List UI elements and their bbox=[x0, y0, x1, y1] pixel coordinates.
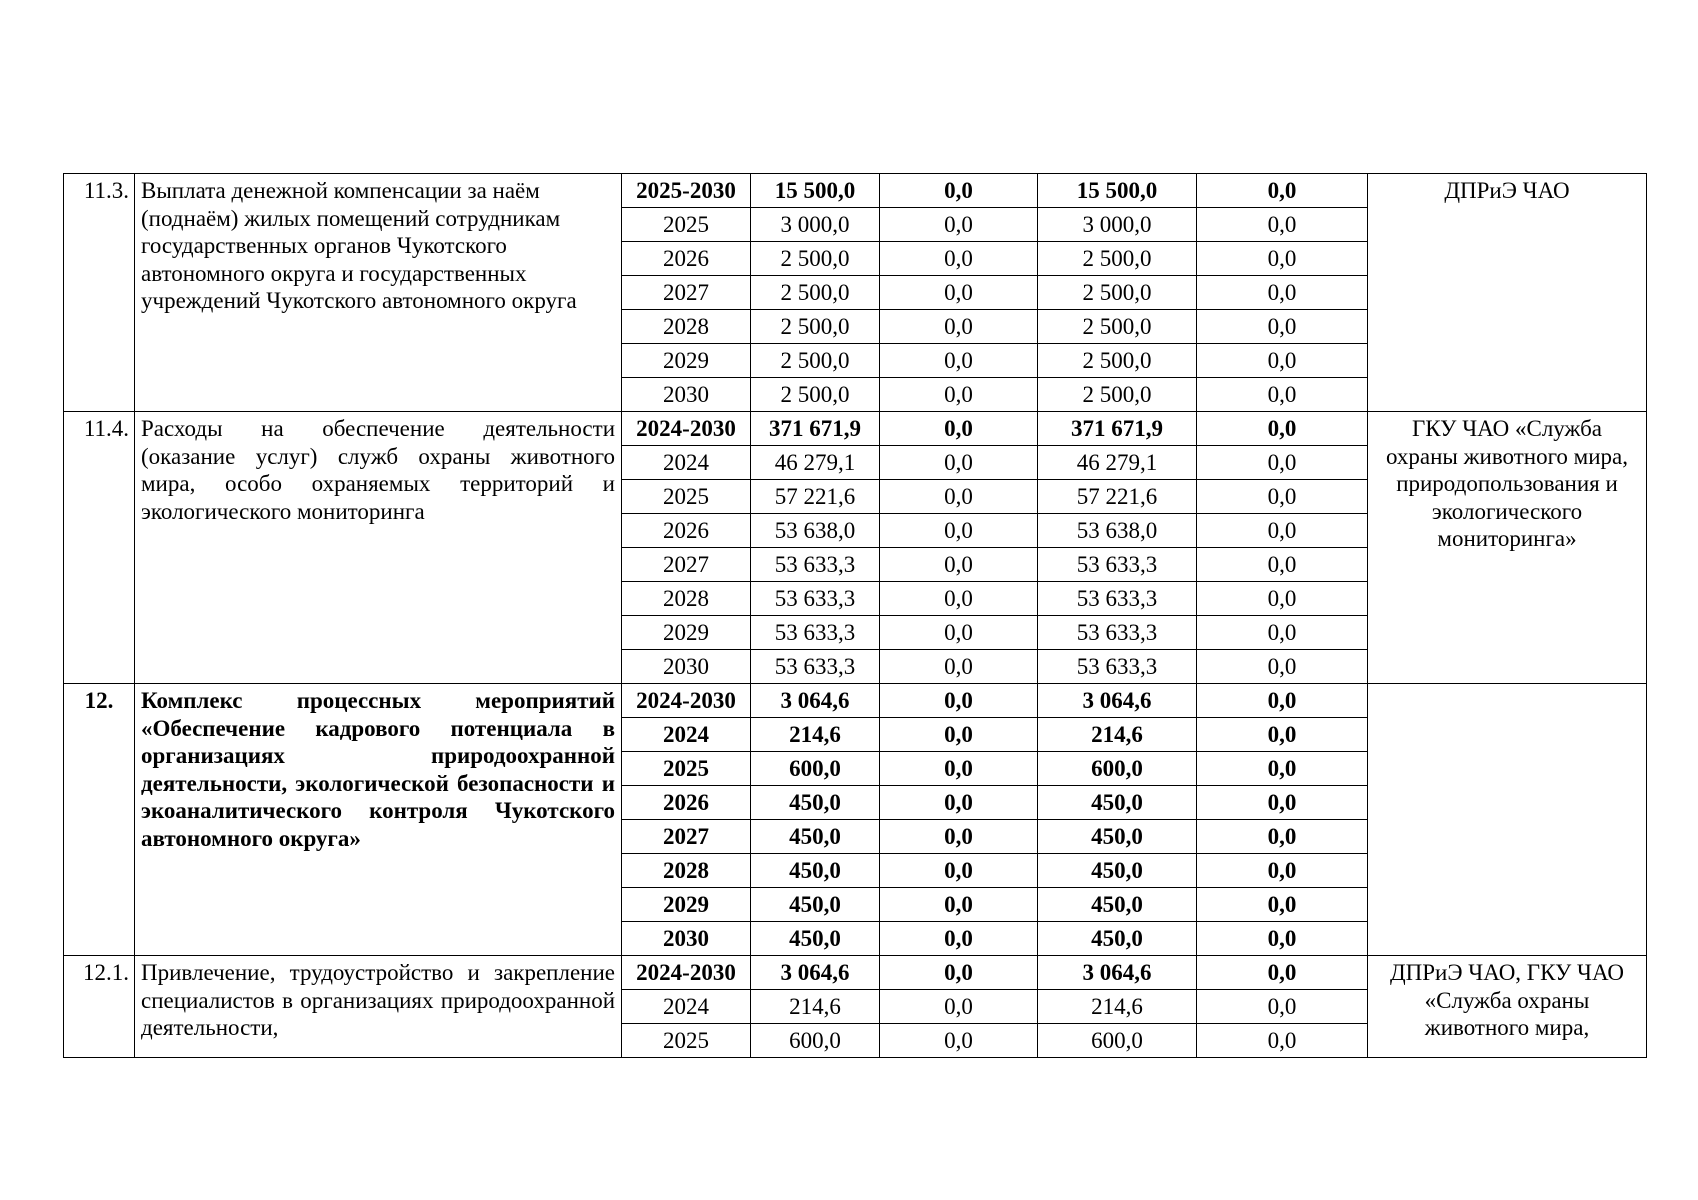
period-cell: 2030 bbox=[622, 378, 751, 412]
regional-budget-cell: 3 064,6 bbox=[1038, 684, 1197, 718]
federal-budget-cell: 0,0 bbox=[880, 242, 1038, 276]
regional-budget-cell: 46 279,1 bbox=[1038, 446, 1197, 480]
item-number: 12. bbox=[64, 684, 135, 956]
regional-budget-cell: 57 221,6 bbox=[1038, 480, 1197, 514]
total-cell: 214,6 bbox=[751, 718, 880, 752]
period-cell: 2027 bbox=[622, 820, 751, 854]
federal-budget-cell: 0,0 bbox=[880, 956, 1038, 990]
responsible-executor: ГКУ ЧАО «Служба охраны животного мира, природопользования и экологического мониторинга» bbox=[1368, 412, 1647, 684]
period-cell: 2029 bbox=[622, 344, 751, 378]
total-cell: 3 064,6 bbox=[751, 684, 880, 718]
federal-budget-cell: 0,0 bbox=[880, 276, 1038, 310]
total-cell: 53 633,3 bbox=[751, 650, 880, 684]
federal-budget-cell: 0,0 bbox=[880, 310, 1038, 344]
period-cell: 2024-2030 bbox=[622, 412, 751, 446]
total-cell: 46 279,1 bbox=[751, 446, 880, 480]
other-sources-cell: 0,0 bbox=[1197, 446, 1368, 480]
other-sources-cell: 0,0 bbox=[1197, 480, 1368, 514]
federal-budget-cell: 0,0 bbox=[880, 752, 1038, 786]
total-cell: 2 500,0 bbox=[751, 310, 880, 344]
federal-budget-cell: 0,0 bbox=[880, 514, 1038, 548]
total-cell: 53 638,0 bbox=[751, 514, 880, 548]
regional-budget-cell: 214,6 bbox=[1038, 990, 1197, 1024]
total-cell: 214,6 bbox=[751, 990, 880, 1024]
other-sources-cell: 0,0 bbox=[1197, 888, 1368, 922]
total-cell: 600,0 bbox=[751, 1024, 880, 1058]
federal-budget-cell: 0,0 bbox=[880, 548, 1038, 582]
regional-budget-cell: 15 500,0 bbox=[1038, 174, 1197, 208]
item-number: 11.4. bbox=[64, 412, 135, 684]
regional-budget-cell: 3 000,0 bbox=[1038, 208, 1197, 242]
total-cell: 57 221,6 bbox=[751, 480, 880, 514]
regional-budget-cell: 53 638,0 bbox=[1038, 514, 1197, 548]
regional-budget-cell: 371 671,9 bbox=[1038, 412, 1197, 446]
total-cell: 3 064,6 bbox=[751, 956, 880, 990]
federal-budget-cell: 0,0 bbox=[880, 990, 1038, 1024]
table-row bbox=[64, 412, 1647, 446]
other-sources-cell: 0,0 bbox=[1197, 650, 1368, 684]
period-cell: 2028 bbox=[622, 854, 751, 888]
federal-budget-cell: 0,0 bbox=[880, 718, 1038, 752]
regional-budget-cell: 600,0 bbox=[1038, 1024, 1197, 1058]
regional-budget-cell: 450,0 bbox=[1038, 922, 1197, 956]
responsible-executor: ДПРиЭ ЧАО, ГКУ ЧАО «Служба охраны животного мира, bbox=[1368, 956, 1647, 1058]
federal-budget-cell: 0,0 bbox=[880, 684, 1038, 718]
regional-budget-cell: 53 633,3 bbox=[1038, 548, 1197, 582]
period-cell: 2030 bbox=[622, 922, 751, 956]
total-cell: 450,0 bbox=[751, 786, 880, 820]
period-cell: 2026 bbox=[622, 242, 751, 276]
period-cell: 2027 bbox=[622, 276, 751, 310]
period-cell: 2024 bbox=[622, 446, 751, 480]
other-sources-cell: 0,0 bbox=[1197, 412, 1368, 446]
other-sources-cell: 0,0 bbox=[1197, 378, 1368, 412]
other-sources-cell: 0,0 bbox=[1197, 854, 1368, 888]
other-sources-cell: 0,0 bbox=[1197, 514, 1368, 548]
table-row bbox=[64, 684, 1647, 718]
period-cell: 2027 bbox=[622, 548, 751, 582]
federal-budget-cell: 0,0 bbox=[880, 174, 1038, 208]
total-cell: 450,0 bbox=[751, 854, 880, 888]
responsible-executor: ДПРиЭ ЧАО bbox=[1368, 174, 1647, 412]
total-cell: 2 500,0 bbox=[751, 378, 880, 412]
federal-budget-cell: 0,0 bbox=[880, 1024, 1038, 1058]
responsible-executor bbox=[1368, 684, 1647, 956]
federal-budget-cell: 0,0 bbox=[880, 582, 1038, 616]
federal-budget-cell: 0,0 bbox=[880, 208, 1038, 242]
federal-budget-cell: 0,0 bbox=[880, 616, 1038, 650]
federal-budget-cell: 0,0 bbox=[880, 446, 1038, 480]
period-cell: 2029 bbox=[622, 616, 751, 650]
federal-budget-cell: 0,0 bbox=[880, 378, 1038, 412]
period-cell: 2025-2030 bbox=[622, 174, 751, 208]
other-sources-cell: 0,0 bbox=[1197, 752, 1368, 786]
item-name: Комплекс процессных мероприятий «Обеспечение кадрового потенциала в организациях природоохранной деятельности, экологической безопасности и экоаналитического контроля Чукотского автономного округа» bbox=[135, 684, 622, 956]
regional-budget-cell: 450,0 bbox=[1038, 786, 1197, 820]
program-funding-table bbox=[63, 173, 1647, 1058]
other-sources-cell: 0,0 bbox=[1197, 786, 1368, 820]
total-cell: 450,0 bbox=[751, 922, 880, 956]
total-cell: 450,0 bbox=[751, 888, 880, 922]
total-cell: 2 500,0 bbox=[751, 242, 880, 276]
other-sources-cell: 0,0 bbox=[1197, 1024, 1368, 1058]
item-number: 12.1. bbox=[64, 956, 135, 1058]
period-cell: 2026 bbox=[622, 514, 751, 548]
federal-budget-cell: 0,0 bbox=[880, 922, 1038, 956]
period-cell: 2030 bbox=[622, 650, 751, 684]
regional-budget-cell: 600,0 bbox=[1038, 752, 1197, 786]
total-cell: 2 500,0 bbox=[751, 276, 880, 310]
regional-budget-cell: 450,0 bbox=[1038, 820, 1197, 854]
regional-budget-cell: 53 633,3 bbox=[1038, 650, 1197, 684]
other-sources-cell: 0,0 bbox=[1197, 820, 1368, 854]
federal-budget-cell: 0,0 bbox=[880, 786, 1038, 820]
other-sources-cell: 0,0 bbox=[1197, 548, 1368, 582]
regional-budget-cell: 450,0 bbox=[1038, 854, 1197, 888]
regional-budget-cell: 2 500,0 bbox=[1038, 378, 1197, 412]
federal-budget-cell: 0,0 bbox=[880, 820, 1038, 854]
federal-budget-cell: 0,0 bbox=[880, 480, 1038, 514]
other-sources-cell: 0,0 bbox=[1197, 174, 1368, 208]
period-cell: 2024-2030 bbox=[622, 956, 751, 990]
federal-budget-cell: 0,0 bbox=[880, 344, 1038, 378]
regional-budget-cell: 2 500,0 bbox=[1038, 276, 1197, 310]
table-row bbox=[64, 174, 1647, 208]
regional-budget-cell: 3 064,6 bbox=[1038, 956, 1197, 990]
item-name: Расходы на обеспечение деятельности (оказание услуг) служб охраны животного мира, особо охраняемых территорий и экологического мониторинга bbox=[135, 412, 622, 684]
federal-budget-cell: 0,0 bbox=[880, 854, 1038, 888]
period-cell: 2025 bbox=[622, 208, 751, 242]
federal-budget-cell: 0,0 bbox=[880, 650, 1038, 684]
total-cell: 450,0 bbox=[751, 820, 880, 854]
other-sources-cell: 0,0 bbox=[1197, 310, 1368, 344]
other-sources-cell: 0,0 bbox=[1197, 242, 1368, 276]
federal-budget-cell: 0,0 bbox=[880, 888, 1038, 922]
item-name: Выплата денежной компенсации за наём (поднаём) жилых помещений сотрудникам государственных органов Чукотского автономного округа и государственных учреждений Чукотского автономного округа bbox=[135, 174, 622, 412]
period-cell: 2028 bbox=[622, 310, 751, 344]
period-cell: 2028 bbox=[622, 582, 751, 616]
table-row bbox=[64, 956, 1647, 990]
other-sources-cell: 0,0 bbox=[1197, 922, 1368, 956]
regional-budget-cell: 53 633,3 bbox=[1038, 616, 1197, 650]
item-number: 11.3. bbox=[64, 174, 135, 412]
item-name: Привлечение, трудоустройство и закрепление специалистов в организациях природоохранной деятельности, bbox=[135, 956, 622, 1058]
total-cell: 53 633,3 bbox=[751, 548, 880, 582]
other-sources-cell: 0,0 bbox=[1197, 718, 1368, 752]
total-cell: 600,0 bbox=[751, 752, 880, 786]
other-sources-cell: 0,0 bbox=[1197, 208, 1368, 242]
other-sources-cell: 0,0 bbox=[1197, 956, 1368, 990]
regional-budget-cell: 2 500,0 bbox=[1038, 242, 1197, 276]
regional-budget-cell: 450,0 bbox=[1038, 888, 1197, 922]
period-cell: 2024 bbox=[622, 718, 751, 752]
period-cell: 2029 bbox=[622, 888, 751, 922]
period-cell: 2024 bbox=[622, 990, 751, 1024]
total-cell: 3 000,0 bbox=[751, 208, 880, 242]
total-cell: 53 633,3 bbox=[751, 616, 880, 650]
other-sources-cell: 0,0 bbox=[1197, 344, 1368, 378]
period-cell: 2024-2030 bbox=[622, 684, 751, 718]
other-sources-cell: 0,0 bbox=[1197, 684, 1368, 718]
period-cell: 2025 bbox=[622, 480, 751, 514]
regional-budget-cell: 2 500,0 bbox=[1038, 310, 1197, 344]
other-sources-cell: 0,0 bbox=[1197, 582, 1368, 616]
total-cell: 2 500,0 bbox=[751, 344, 880, 378]
other-sources-cell: 0,0 bbox=[1197, 616, 1368, 650]
federal-budget-cell: 0,0 bbox=[880, 412, 1038, 446]
total-cell: 15 500,0 bbox=[751, 174, 880, 208]
regional-budget-cell: 214,6 bbox=[1038, 718, 1197, 752]
regional-budget-cell: 2 500,0 bbox=[1038, 344, 1197, 378]
total-cell: 371 671,9 bbox=[751, 412, 880, 446]
period-cell: 2026 bbox=[622, 786, 751, 820]
other-sources-cell: 0,0 bbox=[1197, 990, 1368, 1024]
other-sources-cell: 0,0 bbox=[1197, 276, 1368, 310]
period-cell: 2025 bbox=[622, 1024, 751, 1058]
regional-budget-cell: 53 633,3 bbox=[1038, 582, 1197, 616]
total-cell: 53 633,3 bbox=[751, 582, 880, 616]
period-cell: 2025 bbox=[622, 752, 751, 786]
